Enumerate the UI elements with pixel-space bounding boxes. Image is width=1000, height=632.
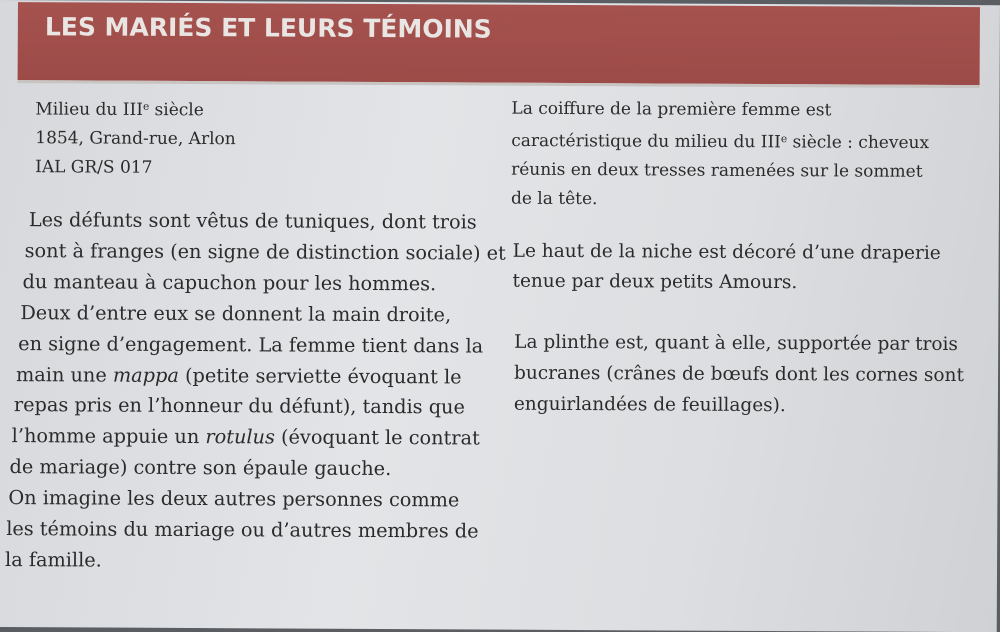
- text-line: les témoins du mariage ou d’autres membres de: [6, 517, 479, 543]
- term-rotulus: rotulus: [205, 425, 275, 449]
- text-line: repas pris en l’honneur du défunt), tandis que: [13, 393, 465, 419]
- term-mappa: mappa: [112, 363, 179, 387]
- title-banner: [18, 2, 980, 88]
- text-line: l’homme appuie un rotulus (évoquant le contrat: [11, 424, 480, 450]
- text-line: la famille.: [5, 548, 102, 572]
- text-line: sont à franges (en signe de distinction sociale) et: [24, 239, 506, 265]
- plinth-paragraph: La plinthe est, quant à elle, supportée par trois bucranes (crânes de bœufs dont les cornes sont enguirlandées de feuillages).: [513, 331, 964, 417]
- inventory-number: IAL GR/S 017: [35, 157, 153, 179]
- hairstyle-paragraph: La coiffure de la première femme est caractéristique du milieu du IIIe siècle : cheveux réunis en deux tresses ramenées sur le sommet de la tête.: [510, 98, 930, 210]
- text-line: On imagine les deux autres personnes comme: [8, 486, 460, 512]
- find-location: 1854, Grand-rue, Arlon: [35, 128, 236, 150]
- text-line: main une mappa (petite serviette évoquant le: [15, 362, 462, 388]
- text-line: en signe d’engagement. La femme tient dans la: [18, 331, 484, 358]
- niche-paragraph: Le haut de la niche est décoré d’une draperie tenue par deux petits Amours.: [512, 240, 941, 294]
- description-left: [5, 205, 506, 578]
- text-line: Les défunts sont vêtus de tuniques, dont trois: [28, 208, 477, 234]
- object-metadata: [35, 92, 236, 183]
- dating: Milieu du IIIe siècle: [35, 99, 204, 121]
- text-line: du manteau à capuchon pour les hommes.: [22, 269, 437, 296]
- panel-title: LES MARIÉS ET LEURS TÉMOINS: [44, 12, 492, 44]
- text-line: de mariage) contre son épaule gauche.: [9, 455, 392, 481]
- text-line: Deux d’entre eux se donnent la main droite,: [20, 300, 452, 327]
